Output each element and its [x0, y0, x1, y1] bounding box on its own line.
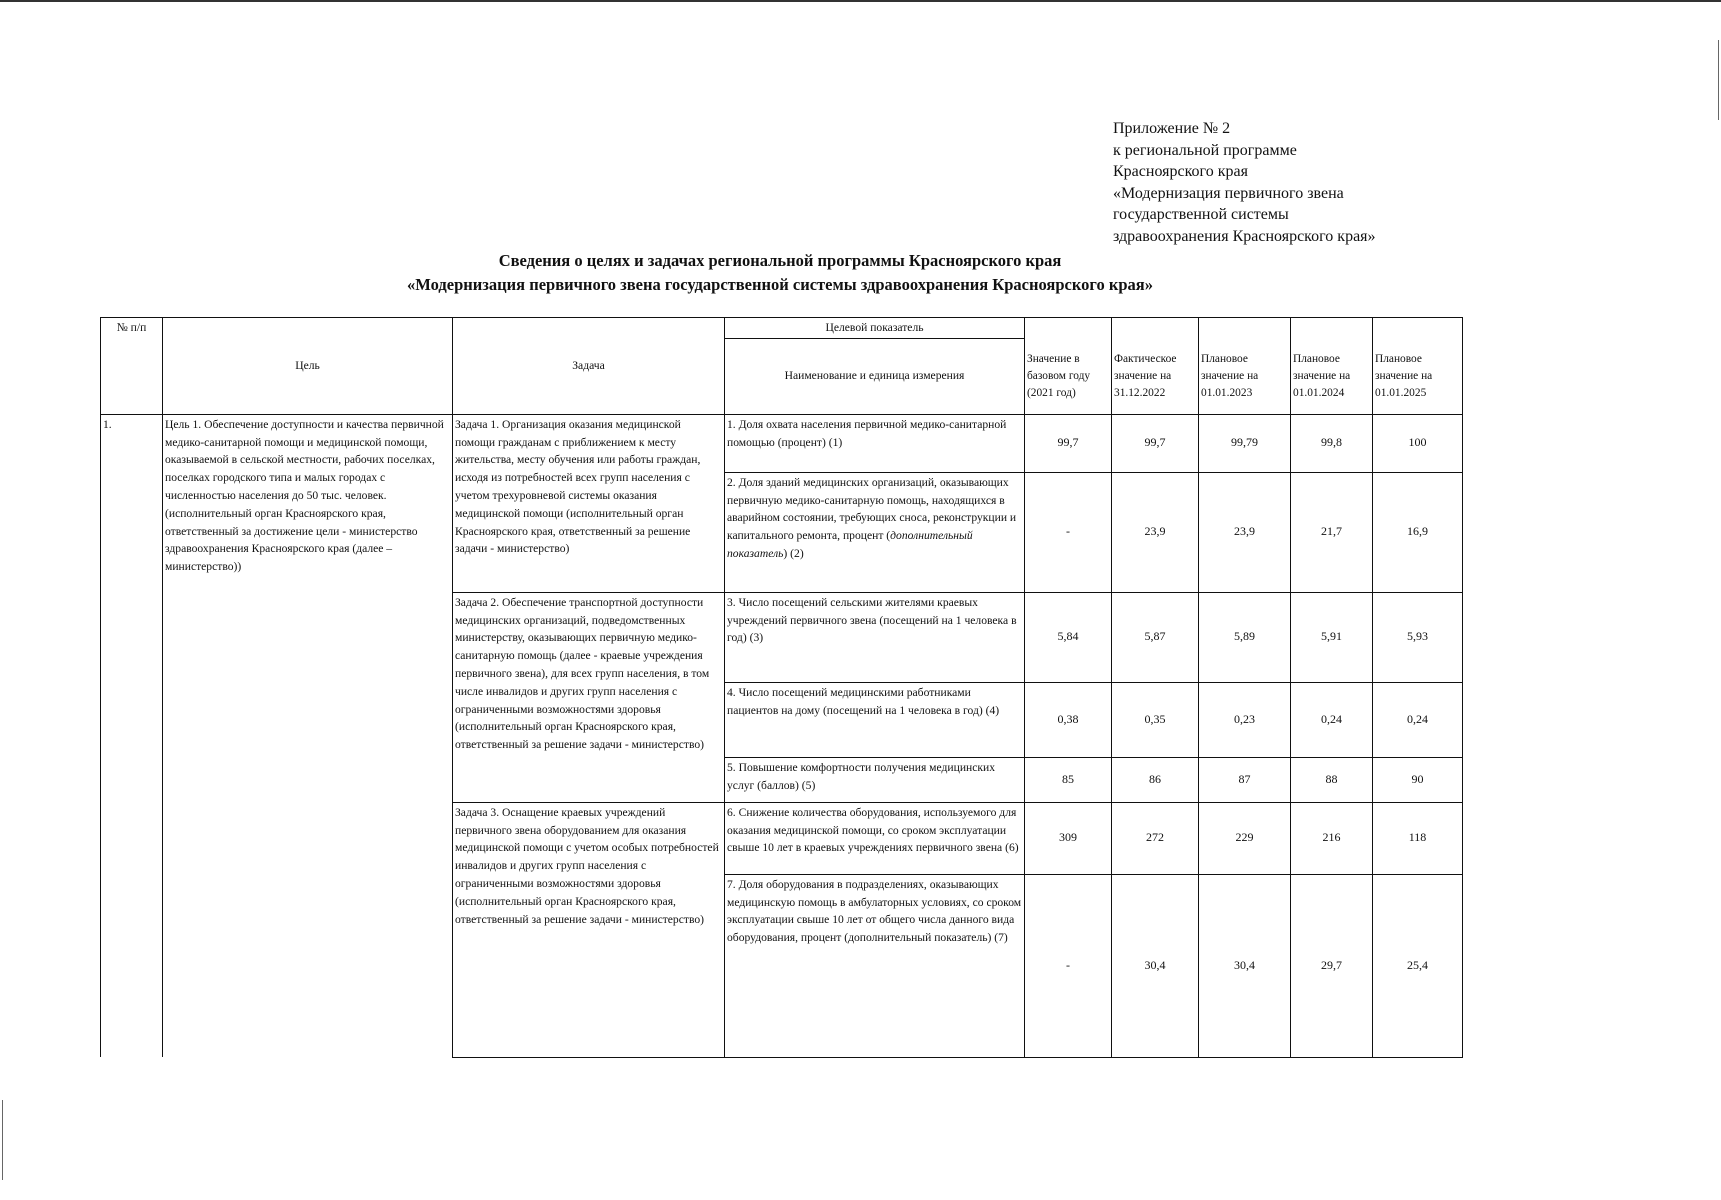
indicator-name: 1. Доля охвата населения первичной медико-санитарной помощью (процент) (1) [725, 414, 1025, 472]
indicator-name-main: 2. Доля зданий медицинских организаций, оказывающих первичную медико-санитарную помощь, находящихся в аварийном состоянии, требующих сноса, реконструкции и капитального ремонта, процент [727, 475, 1017, 543]
indicator-plan-2024: 99,8 [1291, 414, 1373, 472]
indicator-plan-2024: 21,7 [1291, 472, 1373, 592]
indicator-base-value: 5,84 [1025, 592, 1112, 682]
header-plan-2023: Плановое значение на 01.01.2023 [1199, 338, 1291, 414]
indicator-plan-2025: 90 [1373, 757, 1463, 802]
indicator-base-value: 309 [1025, 802, 1112, 874]
indicator-base-value: 85 [1025, 757, 1112, 802]
goal-text: Цель 1. Обеспечение доступности и качества первичной медико-санитарной помощи и медицинской помощи, оказываемой в сельской местности, рабочих поселках, поселках городского типа и малых городах с численностью населения до 50 тыс. человек. (исполнительный орган Красноярского края, ответственный за достижение цели - министерство здравоохранения Красноярского края (далее – министерство)) [163, 414, 453, 1057]
indicator-name: 6. Снижение количества оборудования, используемого для оказания медицинской помощи, со сроком эксплуатации свыше 10 лет в краевых учреждениях первичного звена (6) [725, 802, 1025, 874]
indicator-name: 7. Доля оборудования в подразделениях, оказывающих медицинскую помощь в амбулаторных условиях, со сроком эксплуатации свыше 10 лет от общего числа данного вида оборудования, процент (дополнительный показатель) (7) [725, 874, 1025, 1057]
indicator-name-tail: (2) [790, 546, 804, 560]
title-line-1: Сведения о целях и задачах региональной программы Красноярского края [498, 251, 1062, 270]
indicator-name: 4. Число посещений медицинскими работниками пациентов на дому (посещений на 1 человека в год) (4) [725, 682, 1025, 757]
indicator-plan-2023: 5,89 [1199, 592, 1291, 682]
header-blank [1199, 318, 1291, 339]
indicator-name: 2. Доля зданий медицинских организаций, оказывающих первичную медико-санитарную помощь, находящихся в аварийном состоянии, требующих сноса, реконструкции и капитального ремонта, процент (дополнительный показатель) (2) [725, 472, 1025, 592]
indicator-plan-2024: 0,24 [1291, 682, 1373, 757]
indicator-actual-value: 0,35 [1112, 682, 1199, 757]
indicator-base-value: 99,7 [1025, 414, 1112, 472]
indicator-plan-2025: 100 [1373, 414, 1463, 472]
indicator-actual-value: 5,87 [1112, 592, 1199, 682]
indicator-actual-value: 86 [1112, 757, 1199, 802]
indicator-plan-2024: 5,91 [1291, 592, 1373, 682]
header-plan-2025: Плановое значение на 01.01.2025 [1373, 338, 1463, 414]
header-target-indicator: Целевой показатель [725, 318, 1025, 339]
indicator-name: 3. Число посещений сельскими жителями краевых учреждений первичного звена (посещений на 1 человека в год) (3) [725, 592, 1025, 682]
appendix-line: Приложение № 2 [1113, 120, 1231, 137]
indicator-plan-2024: 29,7 [1291, 874, 1373, 1057]
header-blank [1025, 318, 1112, 339]
scan-edge-mark [1718, 40, 1719, 120]
row-number: 1. [101, 414, 163, 1057]
appendix-line: здравоохранения Красноярского края» [1113, 227, 1376, 245]
indicator-name-italic: дополнительный показатель [727, 529, 973, 560]
indicator-actual-value: 30,4 [1112, 874, 1199, 1057]
appendix-line: государственной системы [1113, 206, 1289, 224]
indicator-plan-2023: 23,9 [1199, 472, 1291, 592]
indicator-plan-2024: 216 [1291, 802, 1373, 874]
appendix-line: Красноярского края [1113, 163, 1248, 181]
indicator-base-value: 0,38 [1025, 682, 1112, 757]
indicator-plan-2023: 30,4 [1199, 874, 1291, 1057]
indicator-plan-2025: 16,9 [1373, 472, 1463, 592]
page-edge-line [0, 0, 1721, 2]
indicator-actual-value: 272 [1112, 802, 1199, 874]
indicator-base-value: - [1025, 874, 1112, 1057]
indicator-plan-2025: 25,4 [1373, 874, 1463, 1057]
appendix-line: «Модернизация первичного звена [1113, 184, 1344, 202]
indicator-plan-2023: 0,23 [1199, 682, 1291, 757]
task-1-text: Задача 1. Организация оказания медицинской помощи гражданам с приближением к месту жительства, месту обучения или работы граждан, исходя из потребностей всех групп населения с учетом трехуровневой системы оказания медицинской помощи (исполнительный орган Красноярского края, ответственный за решение задачи - министерство) [453, 414, 725, 592]
indicator-plan-2024: 88 [1291, 757, 1373, 802]
goals-tasks-table [100, 317, 1463, 1058]
task-3-text: Задача 3. Оснащение краевых учреждений первичного звена оборудованием для оказания медицинской помощи с учетом особых потребностей инвалидов и других групп населения с ограниченными возможностями здоровья (исполнительный орган Красноярского края, ответственный за решение задачи - министерство) [453, 802, 725, 1057]
header-blank [1373, 318, 1463, 339]
task-2-text: Задача 2. Обеспечение транспортной доступности медицинских организаций, подведомственных министерству, оказывающих первичную медико-санитарную помощь (далее - краевые учреждения первичного звена), для всех групп населения, в том числе инвалидов и других групп населения с ограниченными возможностями здоровья (исполнительный орган Красноярского края, ответственный за решение задачи - министерство) [453, 592, 725, 802]
header-task: Задача [453, 318, 725, 415]
indicator-plan-2025: 0,24 [1373, 682, 1463, 757]
indicator-actual-value: 99,7 [1112, 414, 1199, 472]
document-title [0, 249, 1560, 297]
indicator-plan-2023: 229 [1199, 802, 1291, 874]
header-row-1 [101, 318, 1463, 339]
title-line-2: «Модернизация первичного звена государственной системы здравоохранения Красноярского края» [407, 275, 1153, 294]
header-goal: Цель [163, 318, 453, 415]
table-row [101, 414, 1463, 472]
indicator-plan-2023: 99,79 [1199, 414, 1291, 472]
header-plan-2024: Плановое значение на 01.01.2024 [1291, 338, 1373, 414]
header-blank [1291, 318, 1373, 339]
header-actual-value: Фактическое значение на 31.12.2022 [1112, 338, 1199, 414]
header-base-value: Значение в базовом году (2021 год) [1025, 338, 1112, 414]
indicator-actual-value: 23,9 [1112, 472, 1199, 592]
appendix-note [1113, 118, 1376, 248]
indicator-plan-2025: 5,93 [1373, 592, 1463, 682]
indicator-name: 5. Повышение комфортности получения медицинских услуг (баллов) (5) [725, 757, 1025, 802]
header-num: № п/п [101, 318, 163, 415]
indicator-plan-2025: 118 [1373, 802, 1463, 874]
indicator-plan-2023: 87 [1199, 757, 1291, 802]
indicator-base-value: - [1025, 472, 1112, 592]
header-blank [1112, 318, 1199, 339]
appendix-line: к региональной программе [1113, 141, 1297, 159]
scan-edge-mark [2, 1100, 3, 1180]
header-indicator-name: Наименование и единица измерения [725, 338, 1025, 414]
